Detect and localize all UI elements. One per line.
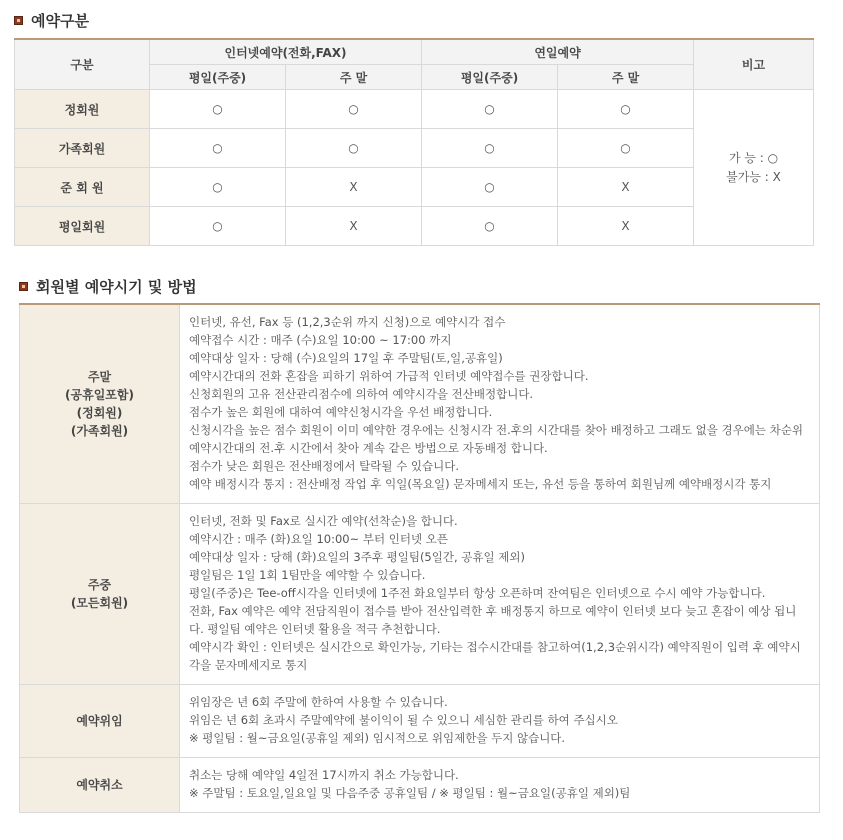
table-cell: ○	[422, 168, 558, 207]
row-body-delegation	[180, 685, 820, 758]
body-line: 점수가 낮은 회원은 전산배정에서 탈락될 수 있습니다.	[189, 459, 459, 473]
body-line: 점수가 높은 회원에 대하여 예약신청시각을 우선 배정합니다.	[189, 405, 493, 419]
body-line: 취소는 당해 예약일 4일전 17시까지 취소 가능합니다.	[189, 768, 459, 782]
table-row	[20, 685, 820, 758]
body-line: 예약시각 확인 : 인터넷은 실시간으로 확인가능, 기타는 접수시간대를 참고하여(1,2,3순위시각) 예약직원이 입력 후 예약시	[189, 640, 801, 654]
row-label-weekday	[20, 504, 180, 685]
table-cell: ○	[150, 90, 286, 129]
body-line: 평일(주중)은 Tee-off시각을 인터넷에 1주전 화요일부터 항상 오픈하며 잔여팀은 인터넷으로 수시 예약 가능합니다.	[189, 586, 766, 600]
table-row	[20, 504, 820, 685]
table-cell: ○	[558, 129, 694, 168]
table-cell: ○	[150, 207, 286, 246]
row-label: 정회원	[15, 90, 150, 129]
header-weekday: 평일(주중)	[150, 65, 286, 90]
body-line: 예약대상 일자 : 당해 (화)요일의 3주후 평일팀(5일간, 공휴일 제외)	[189, 550, 525, 564]
table-cell: ○	[558, 90, 694, 129]
table-cell: ○	[422, 90, 558, 129]
square-bullet-icon	[14, 16, 23, 25]
row-label-weekend	[20, 304, 180, 504]
section-title-schedule-method	[19, 276, 197, 297]
row-body-cancellation	[180, 758, 820, 813]
body-line: 평일팀은 1일 1회 1팀만을 예약할 수 있습니다.	[189, 568, 426, 582]
reservation-type-table	[14, 38, 814, 246]
body-line: 다. 평일팀 예약은 인터넷 활용을 적극 추천합니다.	[189, 622, 441, 636]
table-cell: ○	[286, 90, 422, 129]
legend-possible: 가 능 : ○	[728, 150, 779, 165]
table-row	[15, 90, 814, 129]
legend-impossible: 불가능 : X	[726, 169, 781, 184]
header-weekday: 평일(주중)	[422, 65, 558, 90]
section-title-text: 예약구분	[31, 12, 89, 30]
body-line: 위임장은 년 6회 주말에 한하여 사용할 수 있습니다.	[189, 695, 448, 709]
table-cell: ○	[422, 207, 558, 246]
body-line: 인터넷, 전화 및 Fax로 실시간 예약(선착순)을 합니다.	[189, 514, 458, 528]
body-line: 예약시간 : 매주 (화)요일 10:00~ 부터 인터넷 오픈	[189, 532, 448, 546]
table-cell: ○	[150, 129, 286, 168]
header-category: 구분	[15, 39, 150, 90]
label-line: 주중	[87, 578, 112, 592]
row-body-weekend	[180, 304, 820, 504]
body-line: ※ 평일팀 : 월~금요일(공휴일 제외) 임시적으로 위임제한을 두지 않습니다.	[189, 731, 566, 745]
row-label: 평일회원	[15, 207, 150, 246]
table-row	[20, 758, 820, 813]
row-label: 가족회원	[15, 129, 150, 168]
body-line: 위임은 년 6회 초과시 주말예약에 불이익이 될 수 있으니 세심한 관리를 하여 주십시오	[189, 713, 618, 727]
body-line: 신청회원의 고유 전산관리점수에 의하여 예약시각을 전산배정합니다.	[189, 387, 534, 401]
header-internet: 인터넷예약(전화,FAX)	[150, 39, 422, 65]
table-cell: ○	[422, 129, 558, 168]
table-row	[20, 304, 820, 504]
legend-note	[694, 90, 814, 246]
body-line: 예약시간대의 전.후 시간에서 찾아 계속 같은 방법으로 자동배정 합니다.	[189, 441, 548, 455]
body-line: 예약시간대의 전화 혼잡을 피하기 위하여 가급적 인터넷 예약접수를 권장합니다.	[189, 369, 589, 383]
body-line: 예약접수 시간 : 매주 (수)요일 10:00 ~ 17:00 까지	[189, 333, 452, 347]
section-title-text: 회원별 예약시기 및 방법	[36, 278, 197, 296]
table-cell: X	[286, 168, 422, 207]
body-line: 각을 문자메세지로 통지	[189, 658, 308, 672]
row-body-weekday	[180, 504, 820, 685]
row-label: 준 회 원	[15, 168, 150, 207]
label-line: (가족회원)	[70, 424, 129, 438]
table-cell: ○	[286, 129, 422, 168]
label-line: (공휴일포함)	[65, 388, 134, 402]
table-cell: X	[558, 207, 694, 246]
header-note: 비고	[694, 39, 814, 90]
header-weekend: 주 말	[558, 65, 694, 90]
header-yearly: 연일예약	[422, 39, 694, 65]
label-line: (정회원)	[76, 406, 123, 420]
table-cell: X	[286, 207, 422, 246]
row-label-cancellation	[20, 758, 180, 813]
body-line: 전화, Fax 예약은 예약 전담직원이 접수를 받아 전산입력한 후 배정통지 하므로 예약이 인터넷 보다 늦고 혼잡이 예상 됩니	[189, 604, 797, 618]
table-cell: X	[558, 168, 694, 207]
section-title-reservation-type	[14, 10, 89, 31]
body-line: ※ 주말팀 : 토요일,일요일 및 다음주중 공휴일팀 / ※ 평일팀 : 월~금요일(공휴일 제외)팀	[189, 786, 631, 800]
body-line: 신청시각을 높은 점수 회원이 이미 예약한 경우에는 신청시각 전.후의 시간대를 찾아 배정하고 그래도 없을 경우에는 차순위	[189, 423, 803, 437]
body-line: 예약 배정시각 통지 : 전산배정 작업 후 익일(목요일) 문자메세지 또는, 유선 등을 통하여 회원님께 예약배정시각 통지	[189, 477, 772, 491]
body-line: 인터넷, 유선, Fax 등 (1,2,3순위 까지 신청)으로 예약시각 접수	[189, 315, 506, 329]
square-bullet-icon	[19, 282, 28, 291]
label-line: 주말	[87, 370, 112, 384]
label-line: 예약위임	[76, 714, 123, 728]
header-weekend: 주 말	[286, 65, 422, 90]
row-label-delegation	[20, 685, 180, 758]
label-line: 예약취소	[76, 778, 123, 792]
label-line: (모든회원)	[70, 596, 129, 610]
table-cell: ○	[150, 168, 286, 207]
body-line: 예약대상 일자 : 당해 (수)요일의 17일 후 주말팀(토,일,공휴일)	[189, 351, 503, 365]
schedule-method-table	[19, 303, 820, 813]
